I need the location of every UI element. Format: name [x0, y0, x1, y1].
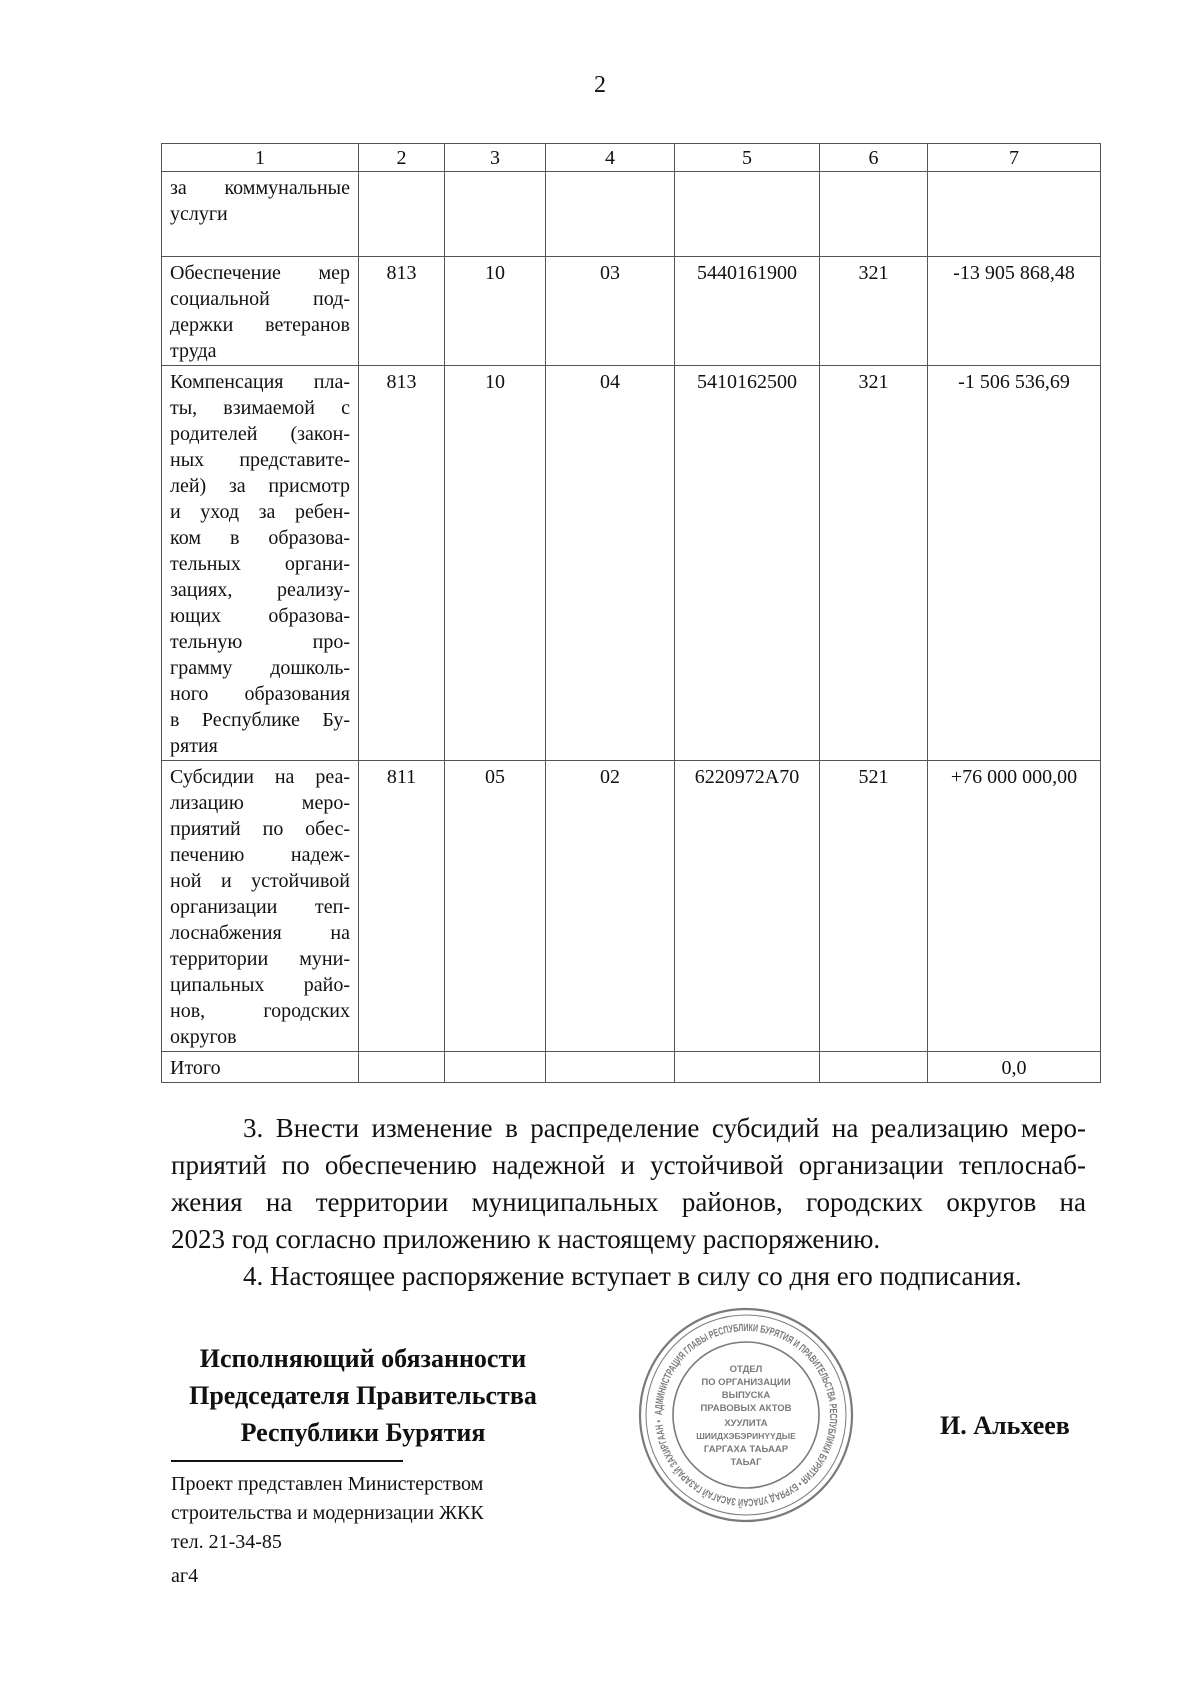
cell-expense-type: 321 — [820, 257, 928, 366]
footnote-divider — [171, 1460, 403, 1462]
empty-cell — [546, 1052, 675, 1083]
desc-line: лей) за присмотр — [170, 475, 350, 497]
paragraph-4 — [171, 1258, 1086, 1295]
document-code: аг4 — [171, 1565, 199, 1587]
cell-subsection: 02 — [546, 761, 675, 1052]
table-row — [162, 257, 1101, 366]
empty-cell — [445, 1052, 546, 1083]
signatory-position — [168, 1340, 558, 1451]
row-description — [162, 761, 359, 1052]
desc-line: лоснабжения на — [170, 922, 350, 944]
desc-line: территории муни- — [170, 948, 350, 970]
page-number: 2 — [594, 72, 606, 98]
seal-center-line: ПО ОРГАНИЗАЦИИ — [701, 1377, 791, 1388]
cell-target — [675, 172, 820, 257]
paragraph-line: жения на территории муниципальных районов, городских округов на — [171, 1187, 1086, 1217]
header-cell: 1 — [162, 144, 359, 172]
cell-subsection: 04 — [546, 366, 675, 761]
cell-section: 10 — [445, 366, 546, 761]
row-description — [162, 366, 359, 761]
paragraph-line: 2023 год согласно приложению к настоящему распоряжению. — [171, 1224, 881, 1254]
table-row — [162, 761, 1101, 1052]
desc-line: лизацию меро- — [170, 792, 350, 814]
header-cell: 2 — [359, 144, 445, 172]
empty-cell — [359, 1052, 445, 1083]
total-row — [162, 1052, 1101, 1083]
cell-admin: 813 — [359, 366, 445, 761]
header-cell: 7 — [928, 144, 1101, 172]
cell-target: 5410162500 — [675, 366, 820, 761]
seal-center-line: ОТДЕЛ — [729, 1364, 763, 1375]
desc-line: ципальных райо- — [170, 974, 350, 996]
cell-section: 10 — [445, 257, 546, 366]
empty-cell — [820, 1052, 928, 1083]
table-row — [162, 172, 1101, 257]
empty-cell — [675, 1052, 820, 1083]
desc-line: в Республике Бу- — [170, 709, 350, 731]
cell-target: 5440161900 — [675, 257, 820, 366]
paragraph-line: 3. Внести изменение в распределение субсидий на реализацию меро- — [243, 1113, 1086, 1143]
desc-line: родителей (закон- — [170, 423, 350, 445]
cell-subsection: 03 — [546, 257, 675, 366]
desc-line: ком в образова- — [170, 527, 350, 549]
desc-line: услуги — [170, 203, 228, 225]
cell-amount: -1 506 536,69 — [928, 366, 1101, 761]
footnote-line: тел. 21-34-85 — [171, 1531, 282, 1553]
table-row — [162, 366, 1101, 761]
desc-line: держки ветеранов — [170, 314, 350, 336]
paragraph-line: 4. Настоящее распоряжение вступает в силу со дня его подписания. — [243, 1261, 1022, 1291]
position-line: Исполняющий обязанности — [199, 1344, 527, 1373]
desc-line: ты, взимаемой с — [170, 397, 350, 419]
desc-line: за коммунальные — [170, 177, 350, 199]
cell-subsection — [546, 172, 675, 257]
cell-expense-type — [820, 172, 928, 257]
position-line: Республики Бурятия — [240, 1418, 486, 1447]
footnote-line: строительства и модернизации ЖКК — [171, 1502, 484, 1524]
paragraph-3 — [171, 1110, 1086, 1258]
desc-line: организации теп- — [170, 896, 350, 918]
desc-line: зациях, реализу- — [170, 579, 350, 601]
cell-expense-type: 521 — [820, 761, 928, 1052]
cell-admin: 811 — [359, 761, 445, 1052]
position-line: Председателя Правительства — [189, 1381, 537, 1410]
header-cell: 5 — [675, 144, 820, 172]
seal-center-line: ХУУЛИТА — [724, 1418, 768, 1429]
desc-line: ного образования — [170, 683, 350, 705]
desc-line: труда — [170, 340, 217, 362]
cell-amount: -13 905 868,48 — [928, 257, 1101, 366]
official-seal — [636, 1305, 856, 1525]
footnote-line: Проект представлен Министерством — [171, 1473, 484, 1495]
desc-line: тельных органи- — [170, 553, 350, 575]
desc-line: приятий по обес- — [170, 818, 350, 840]
desc-line: грамму дошколь- — [170, 657, 350, 679]
paragraph-line: приятий по обеспечению надежной и устойчивой организации теплоснаб- — [171, 1150, 1086, 1180]
desc-line: нов, городских — [170, 1000, 350, 1022]
desc-line: ющих образова- — [170, 605, 350, 627]
cell-admin — [359, 172, 445, 257]
desc-line: рятия — [170, 735, 218, 757]
seal-center-line: ШИИДХЭБЭРИНYYДЫЕ — [696, 1431, 796, 1441]
desc-line: Компенсация пла- — [170, 371, 350, 393]
row-description — [162, 172, 359, 257]
desc-line: Субсидии на реа- — [170, 766, 350, 788]
table-header-row — [162, 144, 1101, 172]
cell-expense-type: 321 — [820, 366, 928, 761]
desc-line: Обеспечение мер — [170, 262, 350, 284]
row-description — [162, 257, 359, 366]
cell-amount — [928, 172, 1101, 257]
desc-line: округов — [170, 1026, 237, 1048]
seal-ring-text: АДМИНИСТРАЦИЯ ГЛАВЫ РЕСПУБЛИКИ БУРЯТИЯ И ПРАВИТЕЛЬСТВА РЕСПУБЛИКИ БУРЯТИЯ • БУРЯАД УЛАСАЙ ЗАСАГАЙ ГАЗАРАЙ ЗАХИРГААН • — [652, 1321, 840, 1509]
budget-table — [161, 143, 1101, 1083]
desc-line: тельную про- — [170, 631, 350, 653]
total-value: 0,0 — [928, 1052, 1101, 1083]
seal-center-line: ПРАВОВЫХ АКТОВ — [700, 1403, 792, 1414]
cell-amount: +76 000 000,00 — [928, 761, 1101, 1052]
desc-line: печению надеж- — [170, 844, 350, 866]
header-cell: 4 — [546, 144, 675, 172]
cell-target: 6220972А70 — [675, 761, 820, 1052]
header-cell: 3 — [445, 144, 546, 172]
footnote — [171, 1470, 484, 1557]
seal-outer-ring — [640, 1309, 852, 1521]
seal-center-line: ВЫПУСКА — [721, 1390, 771, 1401]
desc-line: социальной под- — [170, 288, 350, 310]
seal-center-line: ТАЬАГ — [730, 1457, 762, 1468]
desc-line: ной и устойчивой — [170, 870, 350, 892]
total-label: Итого — [162, 1052, 359, 1083]
desc-line: и уход за ребен- — [170, 501, 350, 523]
signatory-name: И. Альхеев — [940, 1411, 1070, 1440]
cell-section: 05 — [445, 761, 546, 1052]
desc-line: ных представите- — [170, 449, 350, 471]
header-cell: 6 — [820, 144, 928, 172]
cell-section — [445, 172, 546, 257]
seal-center-line: ГАРГАХА ТАЬААР — [703, 1444, 789, 1455]
seal-outer-ring-inner — [646, 1315, 846, 1515]
cell-admin: 813 — [359, 257, 445, 366]
